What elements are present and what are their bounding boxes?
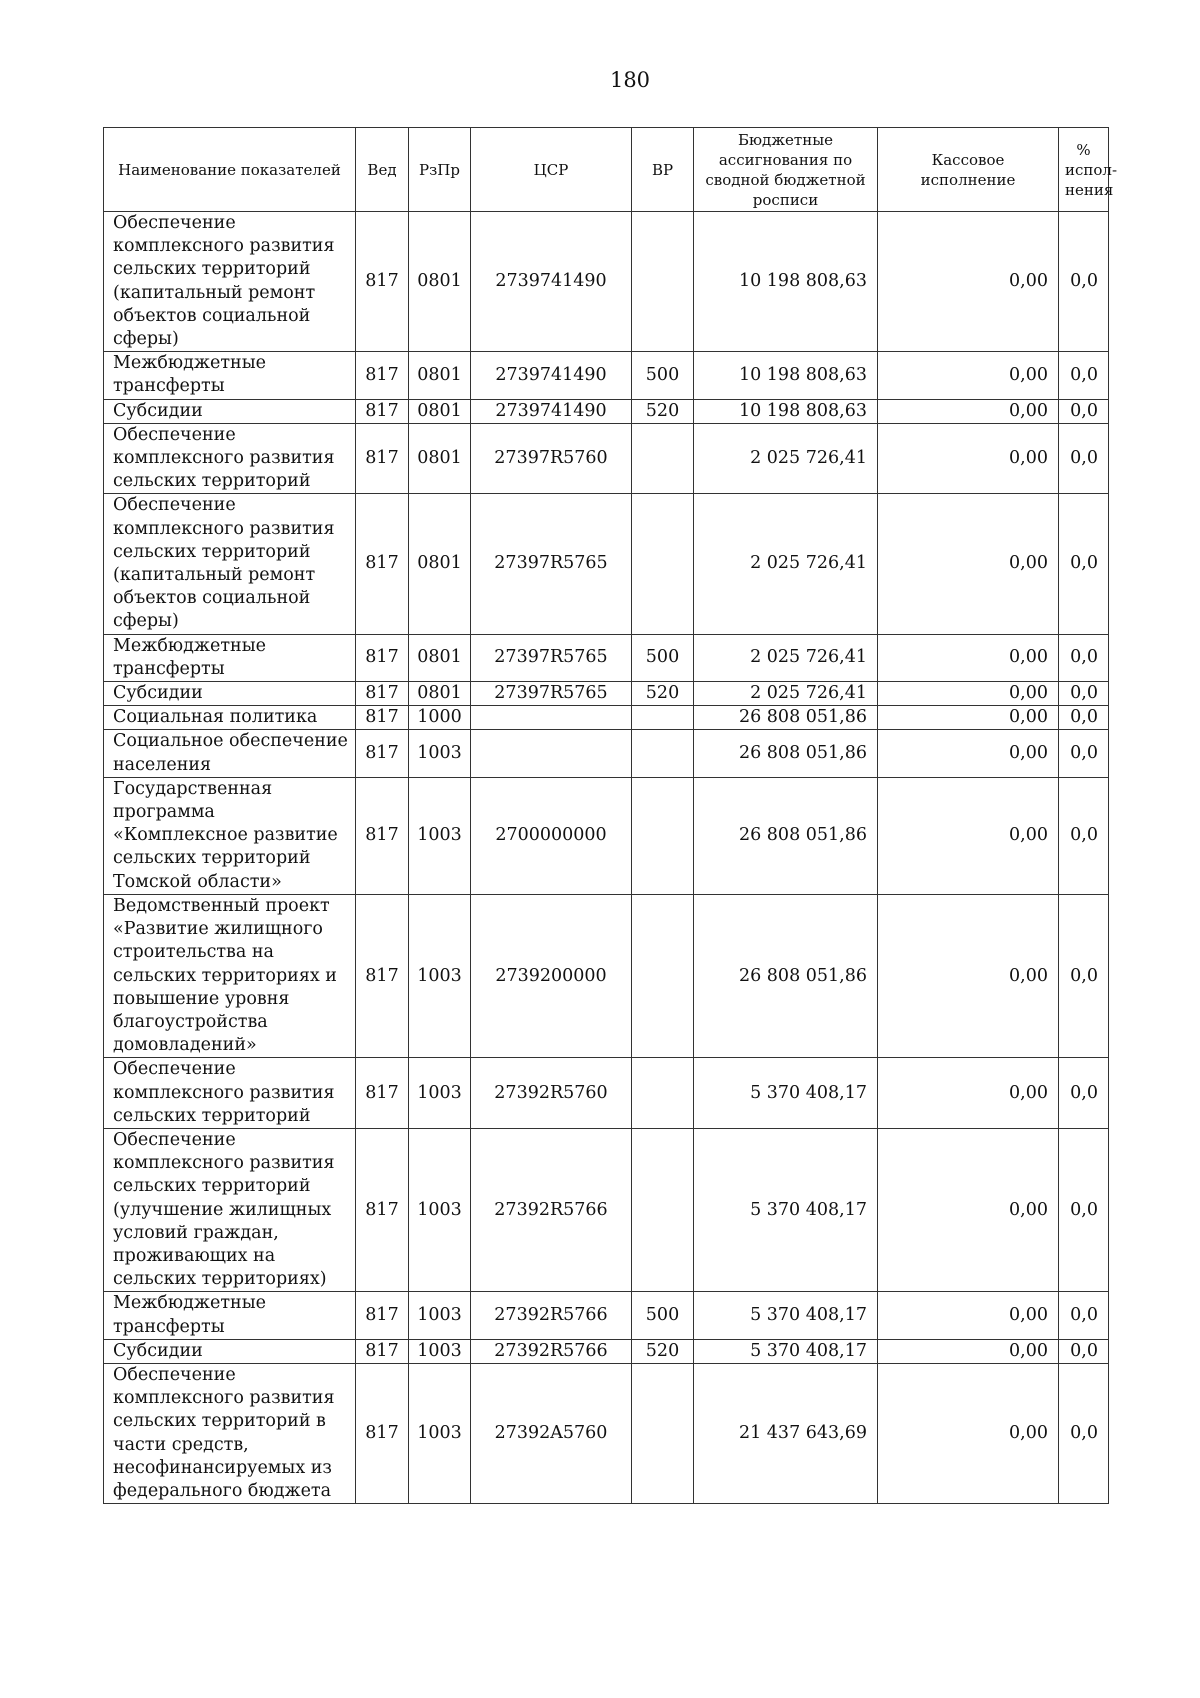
cell-budget: 10 198 808,63 [694,212,878,352]
cell-cash: 0,00 [878,399,1059,423]
cell-rzpr: 1003 [409,894,471,1057]
cell-budget: 2 025 726,41 [694,423,878,494]
table-row [104,1292,1109,1339]
cell-name: Обеспечение комплексного развития сельских территорий (капитальный ремонт объектов социальной сферы) [104,494,356,634]
cell-vr [632,212,694,352]
table-header-row [104,128,1109,212]
cell-ved: 817 [356,352,409,399]
cell-csr: 2700000000 [471,777,632,894]
cell-pct: 0,0 [1059,730,1109,777]
cell-name: Обеспечение комплексного развития сельских территорий (улучшение жилищных условий граждан, проживающих на сельских территориях) [104,1128,356,1291]
cell-ved: 817 [356,423,409,494]
table-row [104,1128,1109,1291]
cell-vr [632,894,694,1057]
cell-ved: 817 [356,1058,409,1129]
cell-vr: 500 [632,634,694,681]
cell-name: Обеспечение комплексного развития сельских территорий в части средств, несофинансируемых из федерального бюджета [104,1363,356,1503]
cell-pct: 0,0 [1059,634,1109,681]
cell-pct: 0,0 [1059,706,1109,730]
cell-budget: 26 808 051,86 [694,730,878,777]
cell-name: Обеспечение комплексного развития сельских территорий [104,423,356,494]
cell-pct: 0,0 [1059,894,1109,1057]
cell-csr: 27392R5766 [471,1339,632,1363]
cell-pct: 0,0 [1059,1339,1109,1363]
cell-budget: 5 370 408,17 [694,1292,878,1339]
cell-ved: 817 [356,706,409,730]
cell-rzpr: 0801 [409,352,471,399]
cell-csr: 27397R5765 [471,494,632,634]
cell-vr [632,494,694,634]
cell-ved: 817 [356,399,409,423]
cell-budget: 2 025 726,41 [694,634,878,681]
cell-budget: 10 198 808,63 [694,352,878,399]
header-pct: % испол-нения [1059,128,1109,212]
table-row [104,777,1109,894]
cell-csr: 2739741490 [471,212,632,352]
table-row [104,682,1109,706]
cell-pct: 0,0 [1059,777,1109,894]
cell-pct: 0,0 [1059,1058,1109,1129]
cell-rzpr: 1003 [409,1292,471,1339]
cell-budget: 2 025 726,41 [694,682,878,706]
cell-rzpr: 0801 [409,682,471,706]
cell-rzpr: 0801 [409,423,471,494]
cell-csr [471,730,632,777]
cell-vr [632,1058,694,1129]
cell-rzpr: 0801 [409,399,471,423]
table-row [104,212,1109,352]
cell-budget: 26 808 051,86 [694,706,878,730]
cell-vr [632,706,694,730]
cell-csr: 27397R5765 [471,634,632,681]
cell-ved: 817 [356,894,409,1057]
cell-ved: 817 [356,730,409,777]
cell-ved: 817 [356,1128,409,1291]
table-row [104,634,1109,681]
cell-name: Социальная политика [104,706,356,730]
table-body [104,212,1109,1504]
cell-rzpr: 1003 [409,777,471,894]
cell-pct: 0,0 [1059,423,1109,494]
cell-csr: 27392R5766 [471,1292,632,1339]
cell-csr: 2739741490 [471,399,632,423]
cell-cash: 0,00 [878,1363,1059,1503]
cell-name: Субсидии [104,682,356,706]
cell-budget: 2 025 726,41 [694,494,878,634]
cell-pct: 0,0 [1059,399,1109,423]
cell-rzpr: 0801 [409,494,471,634]
cell-cash: 0,00 [878,634,1059,681]
cell-cash: 0,00 [878,706,1059,730]
cell-cash: 0,00 [878,730,1059,777]
cell-cash: 0,00 [878,1058,1059,1129]
table-row [104,1363,1109,1503]
table-row [104,894,1109,1057]
cell-ved: 817 [356,634,409,681]
page-number: 180 [609,68,651,92]
table-row [104,399,1109,423]
cell-vr [632,1128,694,1291]
cell-cash: 0,00 [878,1339,1059,1363]
table-row [104,1058,1109,1129]
table-row [104,423,1109,494]
cell-ved: 817 [356,212,409,352]
cell-rzpr: 1003 [409,1128,471,1291]
cell-name: Обеспечение комплексного развития сельских территорий [104,1058,356,1129]
cell-vr: 500 [632,1292,694,1339]
cell-pct: 0,0 [1059,494,1109,634]
cell-ved: 817 [356,777,409,894]
cell-name: Субсидии [104,1339,356,1363]
cell-csr: 27397R5760 [471,423,632,494]
header-cash: Кассовое исполнение [878,128,1059,212]
cell-cash: 0,00 [878,1292,1059,1339]
cell-csr: 27392A5760 [471,1363,632,1503]
cell-vr: 520 [632,399,694,423]
cell-pct: 0,0 [1059,682,1109,706]
cell-vr [632,1363,694,1503]
cell-cash: 0,00 [878,352,1059,399]
cell-budget: 21 437 643,69 [694,1363,878,1503]
cell-pct: 0,0 [1059,352,1109,399]
table-row [104,494,1109,634]
cell-ved: 817 [356,1292,409,1339]
table-row [104,730,1109,777]
cell-csr: 27392R5760 [471,1058,632,1129]
cell-budget: 5 370 408,17 [694,1339,878,1363]
cell-name: Социальное обеспечение населения [104,730,356,777]
cell-csr: 27392R5766 [471,1128,632,1291]
cell-budget: 5 370 408,17 [694,1058,878,1129]
cell-budget: 10 198 808,63 [694,399,878,423]
cell-ved: 817 [356,494,409,634]
cell-name: Межбюджетные трансферты [104,352,356,399]
cell-budget: 26 808 051,86 [694,777,878,894]
cell-vr [632,730,694,777]
header-csr: ЦСР [471,128,632,212]
cell-rzpr: 0801 [409,634,471,681]
header-ved: Вед [356,128,409,212]
cell-ved: 817 [356,1363,409,1503]
cell-vr: 520 [632,1339,694,1363]
cell-ved: 817 [356,682,409,706]
cell-pct: 0,0 [1059,1128,1109,1291]
cell-rzpr: 1003 [409,730,471,777]
header-budget: Бюджетные ассигнования по сводной бюджетной росписи [694,128,878,212]
cell-name: Межбюджетные трансферты [104,1292,356,1339]
cell-ved: 817 [356,1339,409,1363]
cell-vr [632,423,694,494]
cell-rzpr: 1000 [409,706,471,730]
cell-budget: 5 370 408,17 [694,1128,878,1291]
cell-cash: 0,00 [878,894,1059,1057]
cell-budget: 26 808 051,86 [694,894,878,1057]
cell-vr: 520 [632,682,694,706]
cell-csr: 2739200000 [471,894,632,1057]
cell-pct: 0,0 [1059,1363,1109,1503]
cell-rzpr: 0801 [409,212,471,352]
cell-rzpr: 1003 [409,1339,471,1363]
cell-csr: 2739741490 [471,352,632,399]
cell-cash: 0,00 [878,212,1059,352]
cell-rzpr: 1003 [409,1363,471,1503]
cell-cash: 0,00 [878,494,1059,634]
budget-table [103,127,1118,1504]
cell-vr [632,777,694,894]
cell-name: Государственная программа «Комплексное развитие сельских территорий Томской области» [104,777,356,894]
table-row [104,1339,1109,1363]
cell-pct: 0,0 [1059,1292,1109,1339]
table-row [104,706,1109,730]
cell-name: Субсидии [104,399,356,423]
cell-cash: 0,00 [878,777,1059,894]
cell-rzpr: 1003 [409,1058,471,1129]
cell-cash: 0,00 [878,423,1059,494]
cell-name: Обеспечение комплексного развития сельских территорий (капитальный ремонт объектов социальной сферы) [104,212,356,352]
header-rzpr: РзПр [409,128,471,212]
cell-csr [471,706,632,730]
cell-name: Ведомственный проект «Развитие жилищного строительства на сельских территориях и повышение уровня благоустройства домовладений» [104,894,356,1057]
header-vr: ВР [632,128,694,212]
cell-csr: 27397R5765 [471,682,632,706]
cell-vr: 500 [632,352,694,399]
cell-cash: 0,00 [878,682,1059,706]
cell-pct: 0,0 [1059,212,1109,352]
header-name: Наименование показателей [104,128,356,212]
table-row [104,352,1109,399]
cell-name: Межбюджетные трансферты [104,634,356,681]
cell-cash: 0,00 [878,1128,1059,1291]
